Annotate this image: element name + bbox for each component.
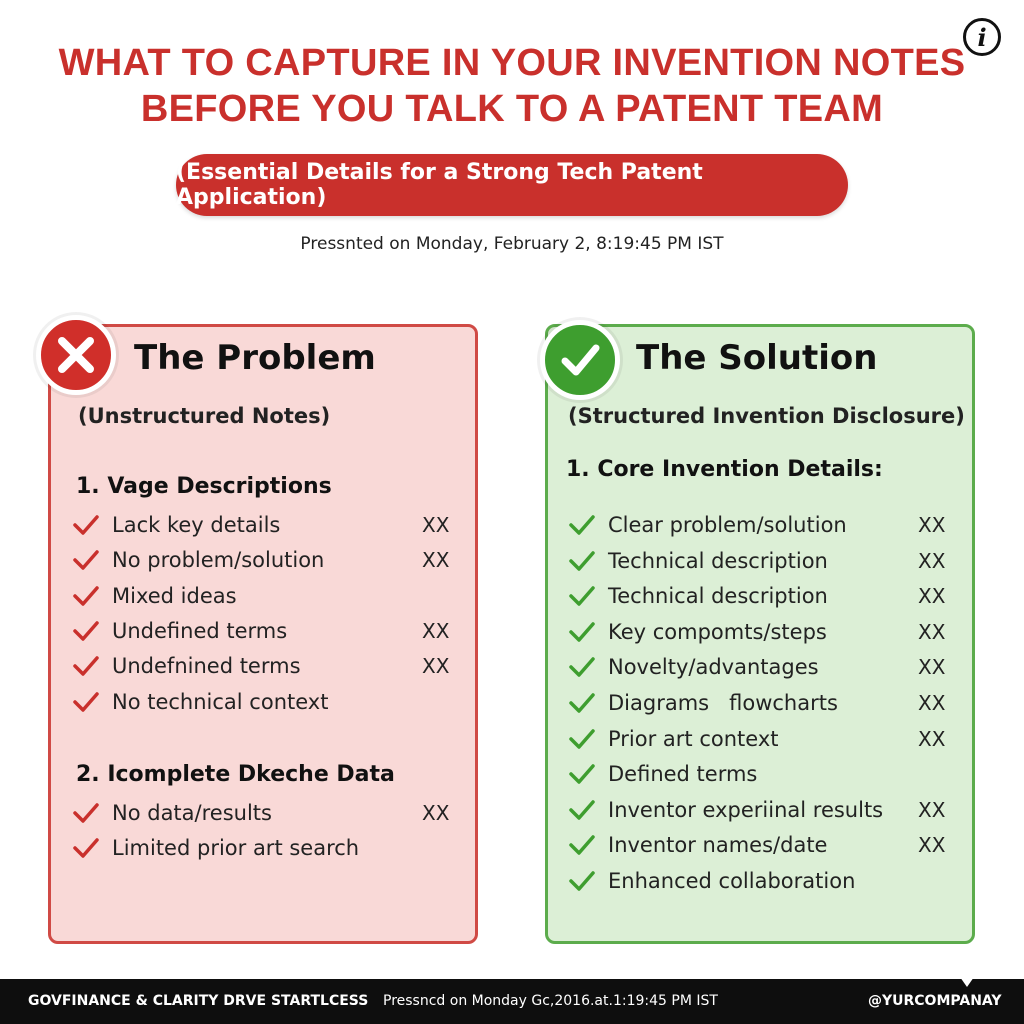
footer-notch-icon: [960, 977, 974, 987]
checklist-item: [568, 615, 958, 649]
checklist-item-label: Lack key details: [112, 513, 281, 537]
checklist-item: [568, 686, 958, 720]
problem-subtitle: (Unstructured Notes): [78, 404, 331, 428]
checklist-item-label: Undefined terms: [112, 618, 288, 643]
checkmark-icon: [72, 655, 100, 677]
checkmark-icon: [72, 549, 100, 571]
checklist-item: [568, 793, 958, 827]
checklist-item-mark: XX: [918, 655, 946, 680]
problem-section-heading: 2. Icomplete Dkeche Data: [76, 762, 395, 787]
checklist-item: [568, 864, 958, 898]
checklist-item-label: Enhanced collaboration: [608, 869, 856, 893]
checklist-item-mark: XX: [918, 797, 946, 822]
checkmark-icon: [568, 656, 596, 678]
checklist-item-label: No data/results: [112, 801, 272, 825]
page-title: [40, 40, 984, 132]
checklist-item-label: Key compomts/steps: [608, 619, 827, 644]
checklist-item-mark: XX: [918, 619, 946, 644]
check-circle-icon: [540, 320, 620, 400]
checklist-item-label: Clear problem/solution: [608, 513, 847, 537]
title-line-1: WHAT TO CAPTURE IN YOUR INVENTION NOTES: [58, 42, 966, 84]
title-line-2: BEFORE YOU TALK TO A PATENT TEAM: [140, 88, 884, 130]
problem-title: The Problem: [134, 338, 376, 378]
x-circle-icon: [36, 315, 116, 395]
checklist-item-mark: XX: [918, 513, 946, 537]
checkmark-icon: [72, 802, 100, 824]
checklist-item-label: Mixed ideas: [112, 583, 237, 608]
checklist-item-label: Novelty/advantages: [608, 655, 819, 680]
footer-handle[interactable]: @YURCOMPANAY: [868, 993, 1002, 1009]
checkmark-icon: [72, 514, 100, 536]
checklist-item: [72, 543, 462, 577]
checkmark-icon: [72, 620, 100, 642]
footer-brand: GOVFINANCE & CLARITY DRVE STARTLCESS: [28, 993, 369, 1009]
checklist-item: [568, 579, 958, 613]
checklist-item-mark: XX: [422, 654, 450, 679]
footer-bar: [0, 979, 1024, 1024]
checklist-item: [568, 544, 958, 578]
checklist-item: [72, 796, 462, 830]
checklist-item-label: Diagrams flowcharts: [608, 691, 838, 715]
checklist-item-label: Inventor experiinal results: [608, 797, 884, 822]
checklist-item-label: Technical description: [608, 548, 828, 573]
presented-date: Pressnted on Monday, February 2, 8:19:45 PM IST: [300, 234, 724, 254]
solution-title: The Solution: [636, 338, 878, 378]
checklist-item: [568, 828, 958, 862]
checklist-item: [72, 685, 462, 719]
checklist-item-label: Inventor names/date: [608, 833, 828, 858]
checkmark-icon: [568, 799, 596, 821]
checkmark-icon: [568, 692, 596, 714]
checkmark-icon: [568, 870, 596, 892]
checklist-item-mark: XX: [422, 801, 450, 825]
checkmark-icon: [568, 834, 596, 856]
checklist-item-mark: XX: [422, 513, 450, 537]
checkmark-icon: [568, 514, 596, 536]
checklist-item: [568, 650, 958, 684]
checklist-item: [568, 722, 958, 756]
checklist-item: [568, 757, 958, 791]
checklist-item-label: Defined terms: [608, 762, 758, 787]
footer-date: Pressncd on Monday Gc,2016.at.1:19:45 PM IST: [383, 993, 718, 1009]
checklist-item-label: Limited prior art search: [112, 836, 360, 861]
checkmark-icon: [568, 621, 596, 643]
checklist-item-mark: XX: [918, 833, 946, 858]
checklist-item: [72, 508, 462, 542]
checklist-item-label: No technical context: [112, 689, 329, 714]
checklist-item-mark: XX: [422, 548, 450, 573]
checklist-item: [72, 649, 462, 683]
checklist-item-mark: XX: [918, 548, 946, 573]
checklist-item: [72, 831, 462, 865]
checkmark-icon: [568, 550, 596, 572]
checklist-item-mark: XX: [918, 691, 946, 715]
checklist-item: [568, 508, 958, 542]
checklist-item-label: Technical description: [608, 584, 828, 609]
checklist-item-mark: XX: [918, 584, 946, 609]
problem-section-heading: 1. Vage Descriptions: [76, 474, 332, 499]
checklist-item: [72, 614, 462, 648]
checkmark-icon: [72, 691, 100, 713]
subtitle-pill: (Essential Details for a Strong Tech Patent Application): [176, 154, 848, 216]
checkmark-icon: [568, 728, 596, 750]
checkmark-icon: [72, 837, 100, 859]
solution-section-heading: 1. Core Invention Details:: [566, 457, 883, 482]
solution-subtitle: (Structured Invention Disclosure): [568, 404, 965, 428]
checklist-item-label: Prior art context: [608, 726, 779, 751]
checklist-item-mark: XX: [918, 726, 946, 751]
checklist-item-label: Undefnined terms: [112, 654, 301, 679]
info-icon[interactable]: i: [963, 18, 1001, 56]
checklist-item-label: No problem/solution: [112, 548, 325, 573]
checkmark-icon: [568, 585, 596, 607]
checkmark-icon: [568, 763, 596, 785]
checklist-item: [72, 579, 462, 613]
checklist-item-mark: XX: [422, 618, 450, 643]
checkmark-icon: [72, 585, 100, 607]
